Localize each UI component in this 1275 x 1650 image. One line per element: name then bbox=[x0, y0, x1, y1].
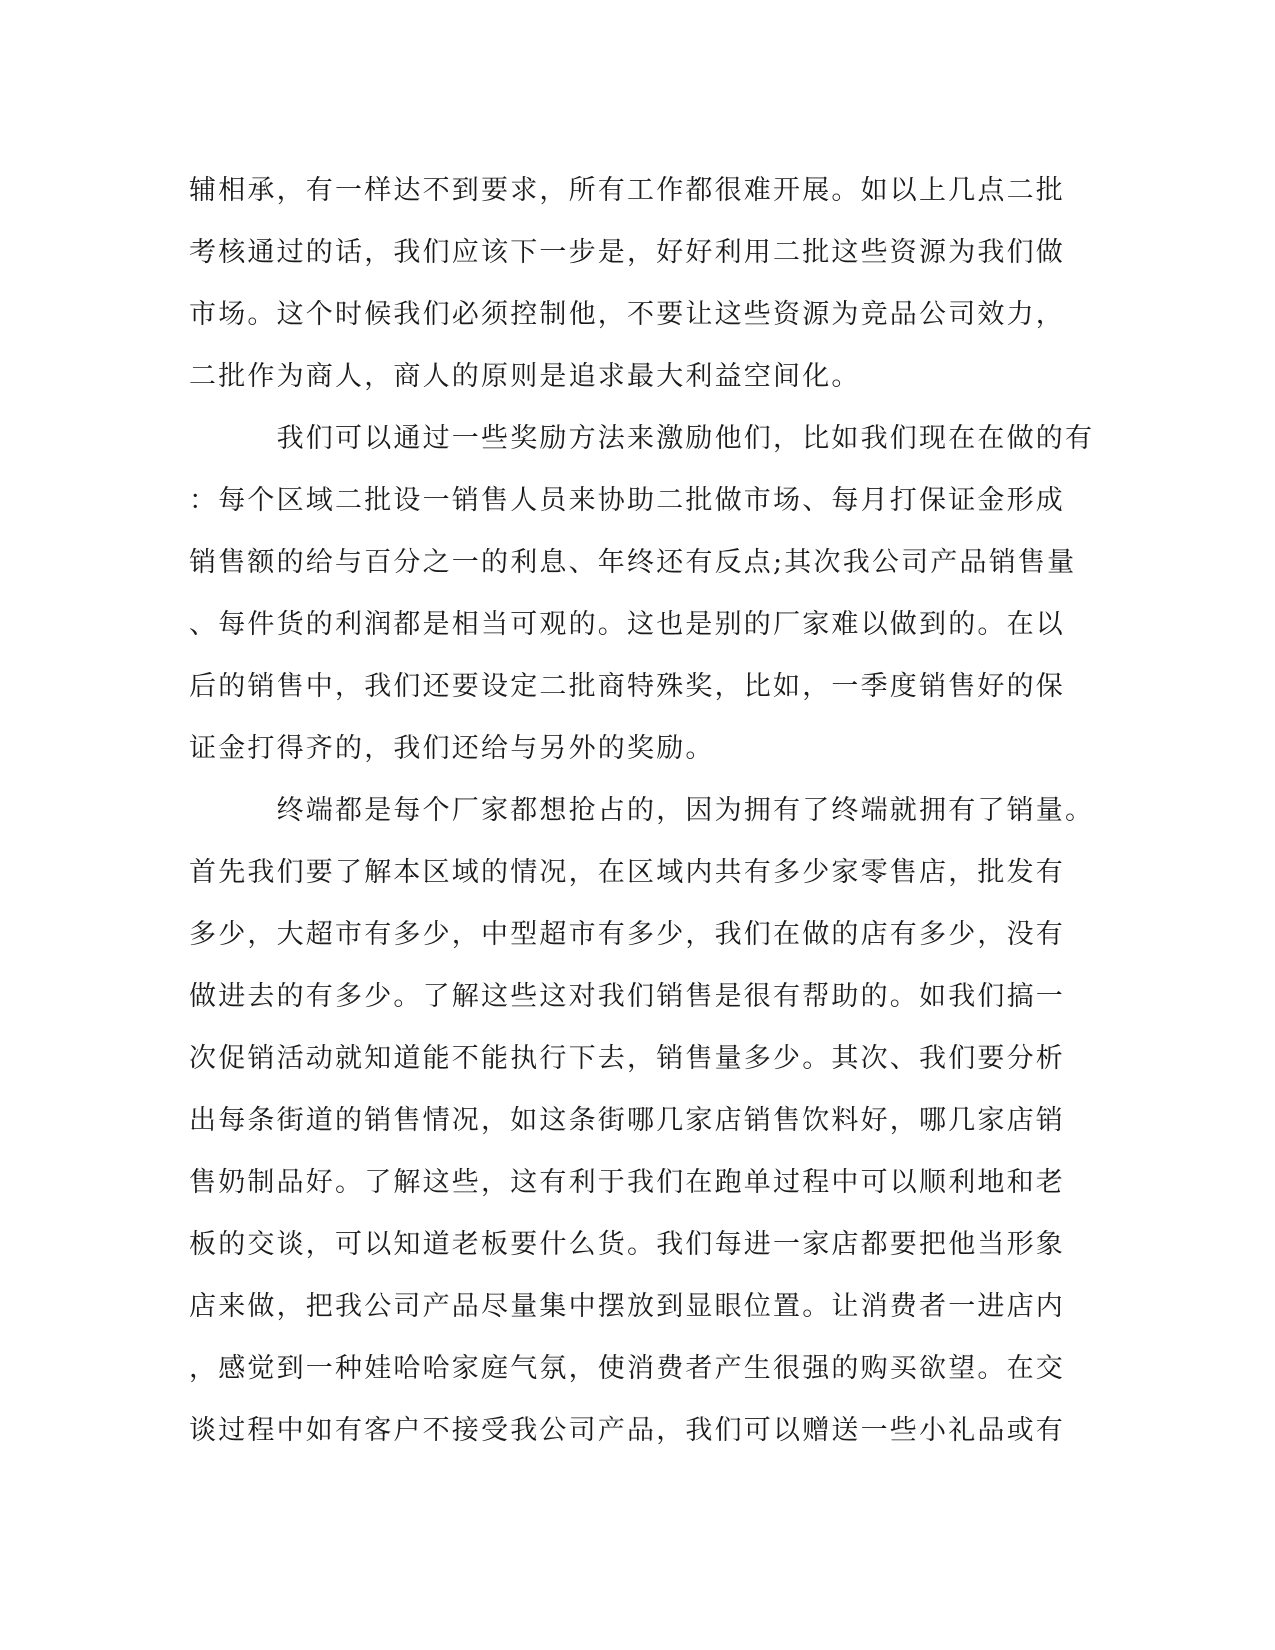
text-line: 证金打得齐的，我们还给与另外的奖励。 bbox=[189, 733, 715, 764]
text-line: 二批作为商人，商人的原则是追求最大利益空间化。 bbox=[189, 361, 861, 392]
text-line: 出每条街道的销售情况，如这条街哪几家店销售饮料好，哪几家店销 bbox=[189, 1105, 1065, 1136]
body-text bbox=[189, 160, 1095, 1462]
text-line: 次促销活动就知道能不能执行下去，销售量多少。其次、我们要分析 bbox=[189, 1043, 1065, 1074]
text-line: 辅相承，有一样达不到要求，所有工作都很难开展。如以上几点二批 bbox=[189, 175, 1065, 206]
text-line: 店来做，把我公司产品尽量集中摆放到显眼位置。让消费者一进店内 bbox=[189, 1291, 1065, 1322]
text-line: 后的销售中，我们还要设定二批商特殊奖，比如，一季度销售好的保 bbox=[189, 671, 1065, 702]
text-line: 、每件货的利润都是相当可观的。这也是别的厂家难以做到的。在以 bbox=[189, 609, 1065, 640]
text-line: 售奶制品好。了解这些，这有利于我们在跑单过程中可以顺利地和老 bbox=[189, 1167, 1065, 1198]
text-line: 谈过程中如有客户不接受我公司产品，我们可以赠送一些小礼品或有 bbox=[189, 1415, 1065, 1446]
text-line: 考核通过的话，我们应该下一步是，好好利用二批这些资源为我们做 bbox=[189, 237, 1065, 268]
paragraph-start-line: 终端都是每个厂家都想抢占的，因为拥有了终端就拥有了销量。 bbox=[189, 795, 1095, 826]
text-line: 销售额的给与百分之一的利息、年终还有反点;其次我公司产品销售量 bbox=[189, 547, 1077, 578]
text-line: 多少，大超市有多少，中型超市有多少，我们在做的店有多少，没有 bbox=[189, 919, 1065, 950]
text-line: ，感觉到一种娃哈哈家庭气氛，使消费者产生很强的购买欲望。在交 bbox=[189, 1353, 1065, 1384]
text-line: 板的交谈，可以知道老板要什么货。我们每进一家店都要把他当形象 bbox=[189, 1229, 1065, 1260]
text-line: ：每个区域二批设一销售人员来协助二批做市场、每月打保证金形成 bbox=[189, 485, 1065, 516]
text-line: 做进去的有多少。了解这些这对我们销售是很有帮助的。如我们搞一 bbox=[189, 981, 1065, 1012]
text-line: 首先我们要了解本区域的情况，在区域内共有多少家零售店，批发有 bbox=[189, 857, 1065, 888]
paragraph-start-line: 我们可以通过一些奖励方法来激励他们，比如我们现在在做的有 bbox=[189, 423, 1095, 454]
text-line: 市场。这个时候我们必须控制他，不要让这些资源为竞品公司效力， bbox=[189, 299, 1065, 330]
